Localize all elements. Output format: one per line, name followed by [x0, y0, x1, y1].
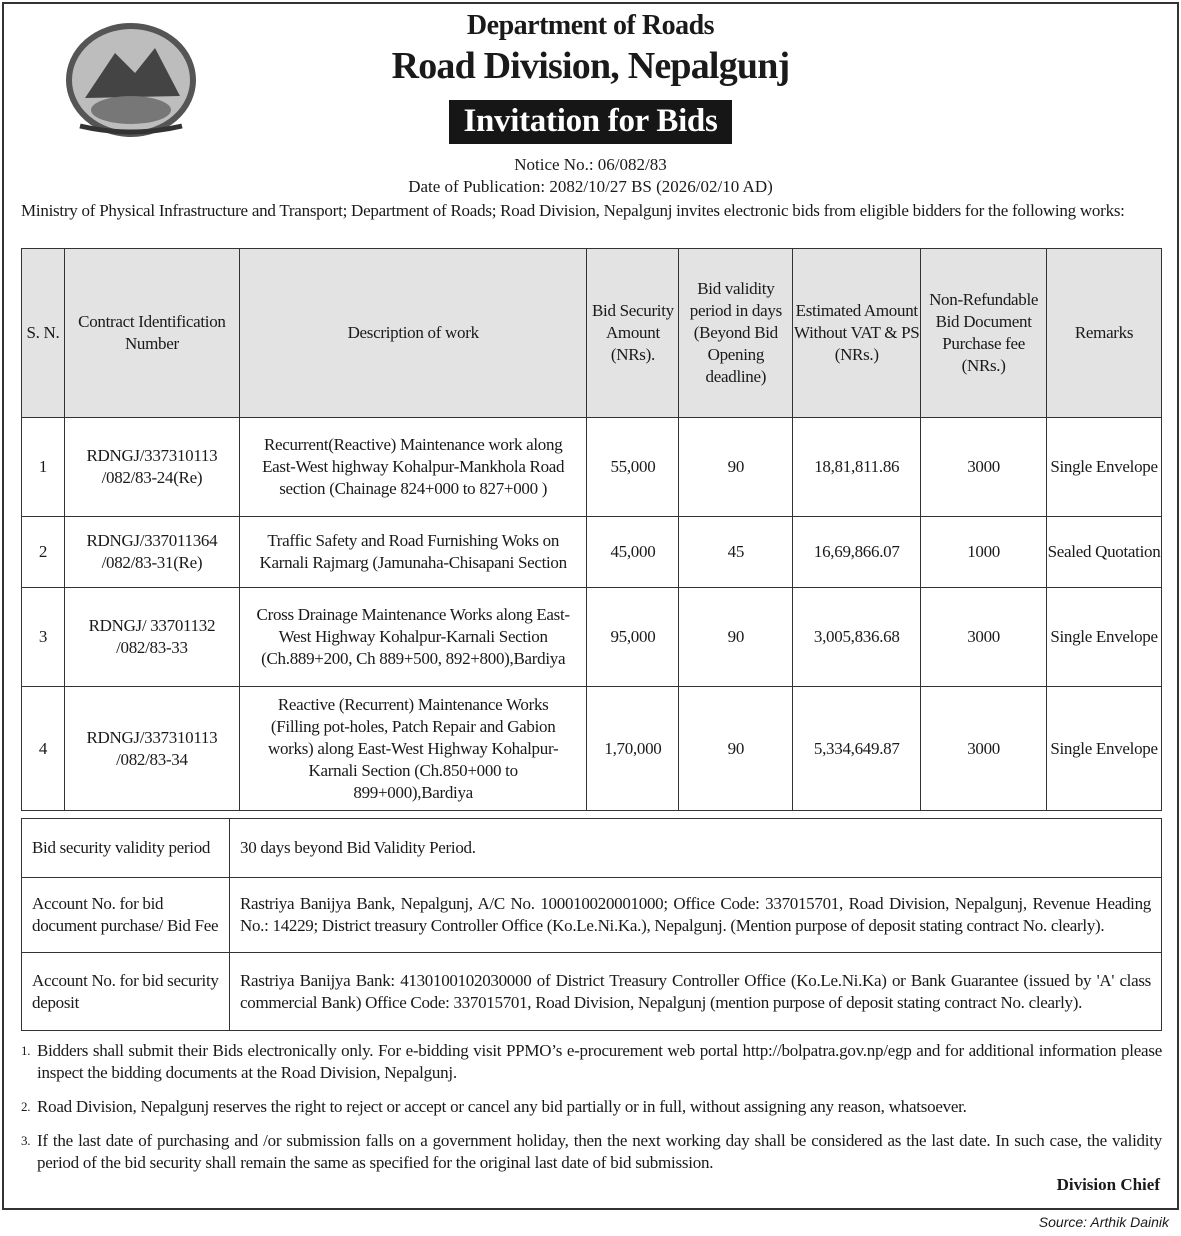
table-row [22, 687, 1162, 811]
cell-id: RDNGJ/337310113 /082/83-24(Re) [64, 418, 239, 517]
cell-fee: 3000 [921, 418, 1047, 517]
info-value: 30 days beyond Bid Validity Period. [230, 819, 1162, 878]
note-text: Road Division, Nepalgunj reserves the right to reject or accept or cancel any bid partially or in full, without assigning any reason, whatsoever. [37, 1097, 967, 1116]
note-text: Bidders shall submit their Bids electronically only. For e-bidding visit PPMO’s e-procurement web portal http://bolpatra.gov.np/egp and for additional information please inspect the bidding documents at the Road Division, Nepalgunj. [37, 1041, 1162, 1082]
cell-fee: 3000 [921, 687, 1047, 811]
cell-estimate: 3,005,836.68 [793, 588, 921, 687]
column-header: Bid validity period in days (Beyond Bid Opening deadline) [679, 249, 793, 418]
cell-sn: 4 [22, 687, 65, 811]
cell-fee: 1000 [921, 517, 1047, 588]
cell-sn: 2 [22, 517, 65, 588]
note-number: 3. [21, 1133, 31, 1148]
info-table [21, 818, 1162, 1031]
column-header: S. N. [22, 249, 65, 418]
cell-remarks: Single Envelope [1047, 687, 1162, 811]
cell-desc: Traffic Safety and Road Furnishing Woks on Karnali Rajmarg (Jamunaha-Chisapani Section [239, 517, 587, 588]
cell-validity: 45 [679, 517, 793, 588]
cell-id: RDNGJ/337310113 /082/83-34 [64, 687, 239, 811]
info-value: Rastriya Banijya Bank: 4130100102030000 of District Treasury Controller Office (Ko.Le.Ni.Ka) or Bank Guarantee (issued by 'A' class commercial Bank) Office Code: 337015701, Road Division, Nepalgunj (mention purpose of deposit stating contract No. clearly). [230, 953, 1162, 1031]
cell-remarks: Single Envelope [1047, 588, 1162, 687]
cell-desc: Cross Drainage Maintenance Works along East-West Highway Kohalpur-Karnali Section (Ch.889+200, Ch 889+500, 892+800),Bardiya [239, 588, 587, 687]
note-text: If the last date of purchasing and /or submission falls on a government holiday, then the next working day shall be considered as the last date. In such case, the validity period of the bid security shall remain the same as specified for the original last date of bid submission. [37, 1131, 1162, 1172]
info-label: Bid security validity period [22, 819, 230, 878]
cell-remarks: Single Envelope [1047, 418, 1162, 517]
cell-security: 95,000 [587, 588, 679, 687]
cell-fee: 3000 [921, 588, 1047, 687]
info-value: Rastriya Banijya Bank, Nepalgunj, A/C No. 100010020001000; Office Code: 337015701, Road Division, Nepalgunj, Revenue Heading No.: 14229; District treasury Controller Office (Ko.Le.Ni.Ka.), Nepalgunj. (Mention purpose of deposit stating contract No. clearly). [230, 878, 1162, 953]
cell-sn: 3 [22, 588, 65, 687]
cell-validity: 90 [679, 418, 793, 517]
cell-sn: 1 [22, 418, 65, 517]
notes-list [21, 1040, 1162, 1186]
source-credit: Source: Arthik Dainik [1038, 1214, 1169, 1230]
signature: Division Chief [1056, 1175, 1160, 1194]
cell-security: 45,000 [587, 517, 679, 588]
cell-desc: Reactive (Recurrent) Maintenance Works (Filling pot-holes, Patch Repair and Gabion works) along East-West Highway Kohalpur-Karnali Section (Ch.850+000 to 899+000),Bardiya [239, 687, 587, 811]
table-row [22, 517, 1162, 588]
banner-title: Invitation for Bids [449, 100, 731, 144]
cell-estimate: 5,334,649.87 [793, 687, 921, 811]
info-row [22, 878, 1162, 953]
column-header: Bid Security Amount (NRs). [587, 249, 679, 418]
cell-estimate: 18,81,811.86 [793, 418, 921, 517]
intro-text: Ministry of Physical Infrastructure and Transport; Department of Roads; Road Division, Nepalgunj invites electronic bids from eligible bidders for the following works: [21, 201, 1125, 220]
cell-security: 1,70,000 [587, 687, 679, 811]
cell-desc: Recurrent(Reactive) Maintenance work along East-West highway Kohalpur-Mankhola Road section (Chainage 824+000 to 827+000 ) [239, 418, 587, 517]
cell-remarks: Sealed Quotation [1047, 517, 1162, 588]
note-number: 1. [21, 1043, 31, 1058]
note-item [21, 1130, 1162, 1174]
department-name: Department of Roads [466, 10, 715, 41]
division-name: Road Division, Nepalgunj [391, 45, 790, 87]
cell-security: 55,000 [587, 418, 679, 517]
cell-id: RDNGJ/337011364 /082/83-31(Re) [64, 517, 239, 588]
info-row [22, 953, 1162, 1031]
cell-estimate: 16,69,866.07 [793, 517, 921, 588]
column-header: Contract Identification Number [64, 249, 239, 418]
column-header: Non-Refundable Bid Document Purchase fee (NRs.) [921, 249, 1047, 418]
column-header: Remarks [1047, 249, 1162, 418]
table-row [22, 418, 1162, 517]
table-row [22, 588, 1162, 687]
note-item [21, 1040, 1162, 1084]
info-label: Account No. for bid security deposit [22, 953, 230, 1031]
info-row [22, 819, 1162, 878]
note-number: 2. [21, 1099, 31, 1114]
notice-number: Notice No.: 06/082/83 [514, 155, 667, 174]
cell-validity: 90 [679, 687, 793, 811]
column-header: Estimated Amount Without VAT & PS (NRs.) [793, 249, 921, 418]
publication-date: Date of Publication: 2082/10/27 BS (2026/02/10 AD) [408, 177, 773, 196]
info-label: Account No. for bid document purchase/ Bid Fee [22, 878, 230, 953]
cell-id: RDNGJ/ 33701132 /082/83-33 [64, 588, 239, 687]
note-item [21, 1096, 1162, 1118]
works-table [21, 248, 1162, 811]
cell-validity: 90 [679, 588, 793, 687]
column-header: Description of work [239, 249, 587, 418]
